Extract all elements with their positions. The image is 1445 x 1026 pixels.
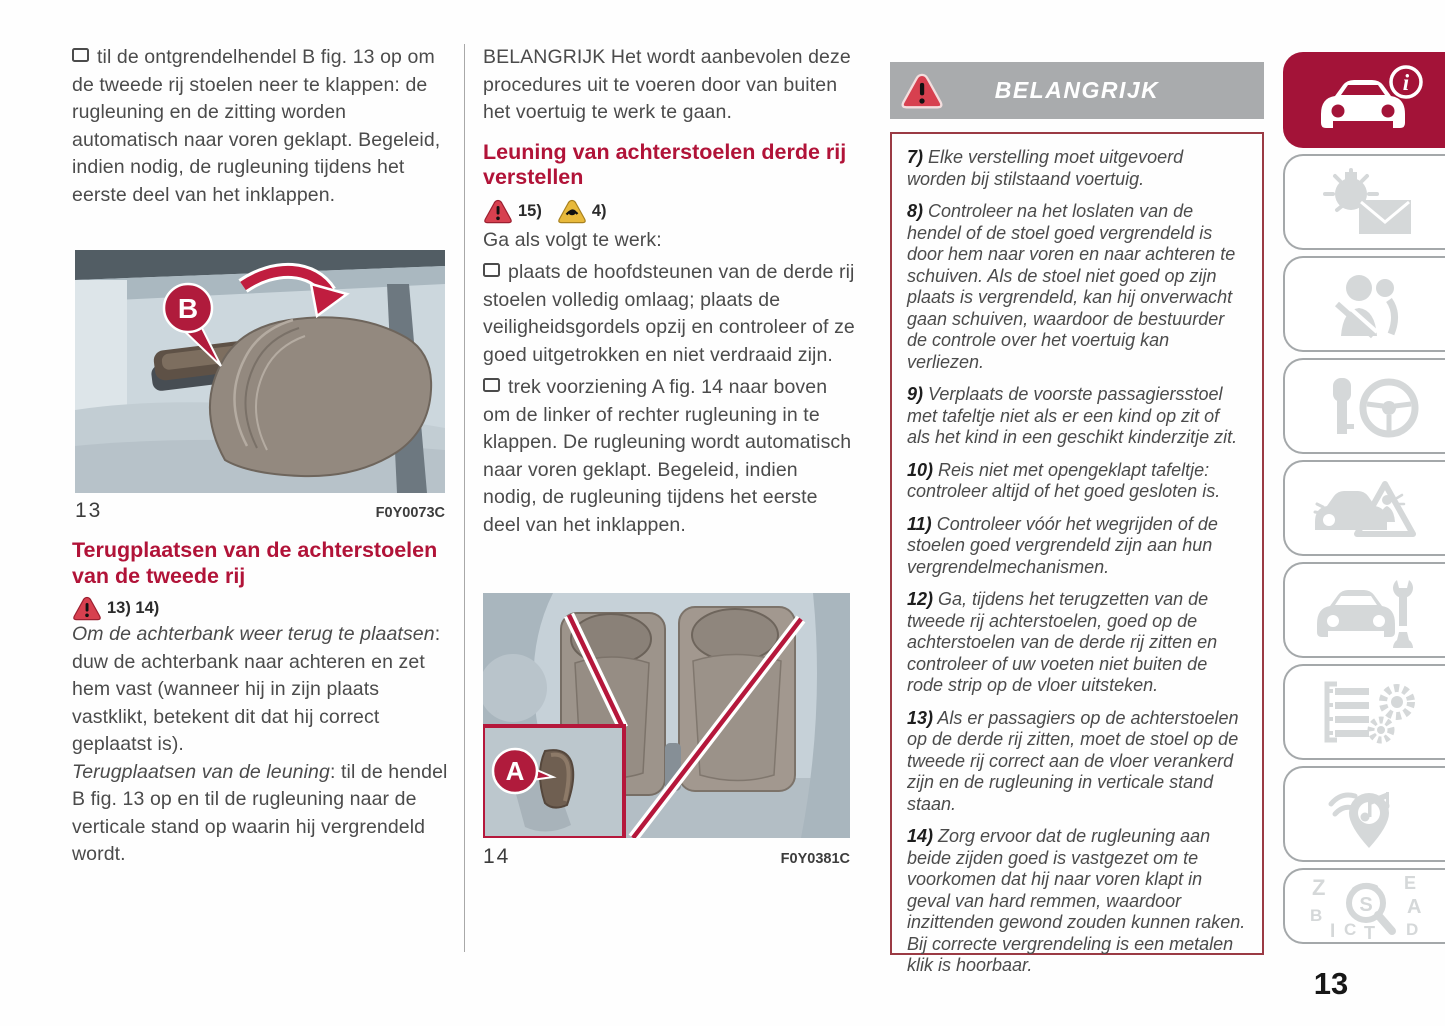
list-marker-icon — [483, 263, 500, 277]
middle-warning-row — [483, 198, 855, 225]
important-header — [890, 62, 1264, 119]
important-item: 9) Verplaats de voorste passagiersstoel met tafeltje niet als er een kind op zit of als het kind in een geschikt kinderzitje zit. — [907, 384, 1238, 447]
sidebar-tab-emergency[interactable] — [1283, 460, 1445, 556]
middle-par-1: BELANGRIJK Het wordt aanbevolen deze procedures uit te voeren door van buiten het voertuig te werk te gaan. — [483, 46, 851, 123]
figure-13-number: 13 — [75, 499, 103, 522]
figure-14-number: 14 — [483, 845, 511, 868]
left-paragraph-2 — [72, 621, 454, 869]
warning-triangle-red-icon — [900, 70, 944, 112]
index-magnifier-icon — [1304, 873, 1434, 939]
left-par3-italic: Terugplaatsen van de leuning — [72, 760, 330, 783]
left-par3-roman: : til de hendel B fig. 13 op en til de rugleuning naar de verticale stand op waarin hij vergrendeld wordt. — [72, 760, 448, 865]
left-warning-refs: 13) 14) — [107, 599, 160, 617]
middle-column — [483, 44, 855, 539]
page-number: 13 — [1313, 966, 1349, 1001]
warning-triangle-red-icon — [72, 595, 102, 622]
left-bullet-1-text: til de ontgrendelhendel B fig. 13 op om de tweede rij stoelen neer te klappen: de rugleuning en de zitting worden automatisch naar voren geklapt. Begeleid, indien nodig, de rugleuning tijdens het eerste deel van het inklappen. — [72, 46, 441, 206]
svg-text:I: I — [1330, 921, 1336, 939]
important-item: 10) Reis niet met opengeklapt tafeltje: controleer altijd of het goed gesloten is. — [907, 459, 1221, 501]
warning-triangle-yellow-icon — [557, 198, 587, 225]
figure-14 — [483, 593, 850, 838]
important-item: 14) Zorg ervoor dat de rugleuning aan beide zijden goed is vastgezet om te voorkomen dat hij naar voren klapt in geval van hard remmen, waardoor inzittenden gewond zouden kunnen raken. Bij correcte vergrendeling is een metalen klik is hoorbaar. — [907, 826, 1246, 975]
nav-pin-music-icon — [1307, 776, 1431, 852]
left-warning-row — [72, 595, 169, 622]
warning-triangle-red-icon — [483, 198, 513, 225]
sidebar-tab-alphabetical-index[interactable] — [1283, 868, 1445, 944]
important-item: 12) Ga, tijdens het terugzetten van de tweede rij achterstoelen, goed op de achterstoelen van de derde rij zitten en controleer of uw voeten niet buiten de rode strip op de vloer uitsteken. — [907, 589, 1218, 695]
figure-14-illustration — [483, 593, 850, 838]
middle-par-2: Ga als volgt te werk: — [483, 228, 662, 251]
svg-text:T: T — [1364, 923, 1375, 939]
middle-bullet-1-text: plaats de hoofdsteunen van de derde rij stoelen volledig omlaag; plaats de veiligheidsgordels opzij en controleer of ze goed uitgetrokken en niet verdraaid zijn. — [483, 261, 855, 366]
svg-text:S: S — [1359, 894, 1373, 916]
figure-13-code: F0Y0073C — [375, 505, 445, 521]
sidebar-tab-vehicle-overview[interactable] — [1283, 52, 1445, 148]
left-bullet-1 — [72, 44, 450, 209]
important-item: 13) Als er passagiers op de achterstoelen op de derde rij zitten, moet de stoel op de tweede rij correct aan de vloer verankerd zijn en de rugleuning in verticale stand staan. — [907, 707, 1239, 814]
important-item: 8) Controleer na het loslaten van de hendel of de stoel goed vergrendeld is door hem naar voren en naar achteren te schuiven. Als de stoel niet goed op zijn plaats is vergrendeld, kan hij onverwacht gaan schuiven, waardoor de bestuurder de controle over het voertuig kan verliezen. — [907, 201, 1236, 372]
car-warning-triangle-icon — [1307, 470, 1431, 546]
sidebar-tab-multimedia-navigation[interactable] — [1283, 766, 1445, 862]
svg-text:E: E — [1404, 873, 1417, 893]
important-item: 7) Elke verstelling moet uitgevoerd worden bij stilstaand voertuig. — [907, 147, 1184, 189]
svg-text:D: D — [1406, 920, 1419, 939]
figure-14-caption — [483, 845, 850, 869]
important-item: 11) Controleer vóór het wegrijden of de stoelen goed vergrendeld zijn aan hun vergrendelmechanismen. — [907, 513, 1218, 577]
list-marker-icon — [72, 48, 89, 62]
sidebar-tab-starting-driving[interactable] — [1283, 358, 1445, 454]
figure-14-code: F0Y0381C — [780, 851, 850, 867]
middle-bullet-2-text: trek voorziening A fig. 14 naar boven om de linker of rechter rugleuning in te klappen. De rugleuning wordt automatisch naar voren geklapt. Begeleid, indien nodig, de rugleuning tijdens het eerste deel van het inklappen. — [483, 376, 852, 536]
middle-warning-red-ref: 15) — [518, 201, 542, 220]
figure-14-callout-a: A — [505, 756, 525, 786]
important-box — [890, 132, 1264, 975]
figure-13-callout-b: B — [177, 293, 199, 324]
figure-13-caption — [75, 499, 445, 523]
svg-text:i: i — [1402, 70, 1410, 95]
sidebar-tab-warning-lights-messages[interactable] — [1283, 154, 1445, 250]
column-separator — [464, 44, 465, 952]
sidebar-tab-safety[interactable] — [1283, 256, 1445, 352]
middle-heading: Leuning van achterstoelen derde rij verstellen — [483, 139, 847, 189]
svg-text:Z: Z — [1312, 875, 1326, 900]
middle-bullet-2 — [483, 374, 855, 539]
spec-list-gears-icon — [1307, 674, 1431, 750]
middle-warning-yellow-ref: 4) — [591, 201, 607, 220]
figure-13 — [75, 250, 445, 493]
bulb-envelope-icon — [1307, 164, 1431, 240]
svg-text:C: C — [1344, 920, 1357, 939]
svg-text:B: B — [1310, 906, 1323, 925]
car-info-icon — [1307, 62, 1431, 138]
svg-text:A: A — [1407, 896, 1422, 918]
sidebar-tab-maintenance[interactable] — [1283, 562, 1445, 658]
middle-bullet-1 — [483, 259, 855, 369]
important-title: BELANGRIJK — [994, 77, 1160, 103]
list-marker-icon — [483, 378, 500, 392]
left-par2-italic: Om de achterbank weer terug te plaatsen — [72, 623, 435, 645]
occupant-seatbelt-icon — [1307, 266, 1431, 342]
sidebar-tab-technical-data[interactable] — [1283, 664, 1445, 760]
key-steering-wheel-icon — [1307, 368, 1431, 444]
car-wrench-icon — [1307, 572, 1431, 648]
left-heading: Terugplaatsen van de achterstoelen van de tweede rij — [72, 538, 438, 588]
left-par2-roman: : duw de achterbank naar achteren en zet hem vast (wanneer hij in zijn plaats vastklikt, betekent dit dat hij correct geplaatst is). — [72, 623, 441, 755]
figure-13-illustration — [75, 250, 445, 493]
